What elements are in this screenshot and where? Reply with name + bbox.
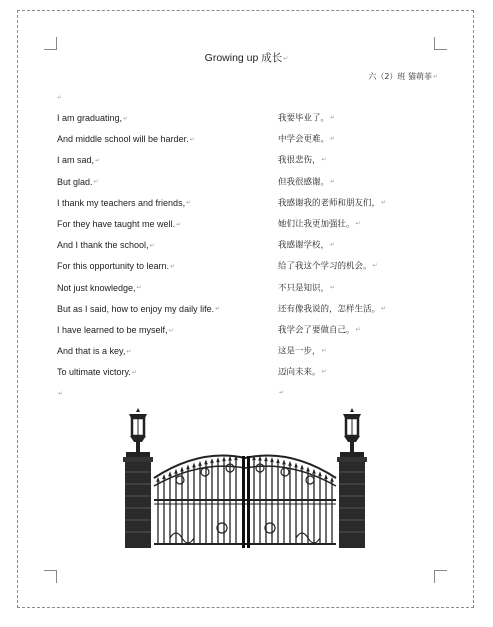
- iron-gate-with-lamps-icon: [120, 408, 370, 548]
- chinese-line: 她们让我更加强壮。↵: [278, 219, 361, 230]
- gate-spear-tip: [192, 463, 196, 468]
- chinese-line: 中学会更难。↵: [278, 134, 336, 145]
- lamp-icon: [129, 408, 147, 452]
- english-line: For this opportunity to learn.↵: [57, 261, 176, 272]
- gate-spear-tip: [216, 457, 220, 462]
- english-line: I am graduating,↵: [57, 113, 129, 123]
- english-line: For they have taught me well.↵: [57, 218, 182, 229]
- chinese-line: 我很悲伤，↵: [278, 155, 327, 166]
- gate-spear-tip: [204, 459, 208, 464]
- gate-spear-tip: [294, 463, 298, 468]
- gate-spear-tip: [282, 459, 286, 464]
- chinese-line: 但我很感谢。↵: [278, 177, 336, 188]
- gate-spear-tip: [186, 464, 190, 469]
- chinese-line: 这是一步，↵: [278, 346, 327, 357]
- english-line: And I thank the school,↵: [57, 240, 155, 251]
- chinese-line: 我感谢我的老师和朋友们，↵: [278, 198, 387, 209]
- paragraph-mark: ↵: [279, 389, 285, 397]
- paragraph-mark: ↵: [58, 391, 64, 398]
- poem-author: 六（2）班 猫萌菲↵: [368, 72, 438, 81]
- gate-spear-tip: [210, 458, 214, 463]
- paragraph-mark: ↵: [57, 95, 63, 101]
- gate-spear-tip: [270, 457, 274, 462]
- gate-spear-tip: [264, 456, 268, 461]
- english-line: But glad.↵: [57, 176, 99, 187]
- crop-mark-bottom-left: [44, 570, 57, 583]
- gate-spear-tip: [174, 469, 178, 474]
- crop-mark-bottom-right: [434, 570, 447, 583]
- gate-spear-tip: [180, 467, 184, 472]
- gate-spear-tip: [288, 461, 292, 466]
- english-line: But as I said, how to enjoy my daily life.↵: [57, 303, 221, 314]
- lamp-icon: [343, 408, 361, 452]
- gate-spear-tip: [162, 474, 166, 479]
- english-line: And that is a key,↵: [57, 346, 132, 357]
- chinese-line: 还有像我说的，怎样生活。↵: [278, 304, 387, 315]
- chinese-line: 给了我这个学习的机会。↵: [278, 261, 378, 272]
- english-line: Not just knowledge,↵: [57, 282, 142, 293]
- gate-spear-tip: [198, 461, 202, 466]
- crop-mark-top-right: [434, 37, 447, 50]
- gate-spear-tip: [300, 464, 304, 469]
- english-line: I thank my teachers and friends,↵: [57, 197, 192, 208]
- english-line: I have learned to be myself,↵: [57, 324, 174, 335]
- chinese-column: [278, 111, 386, 408]
- gate-spear-tip: [306, 467, 310, 472]
- english-line: To ultimate victory.↵: [57, 367, 137, 378]
- gate-spear-tip: [276, 458, 280, 463]
- gate-spear-tip: [156, 477, 160, 482]
- chinese-line: 不只是知识，↵: [278, 283, 336, 293]
- gate-spear-tip: [168, 471, 172, 476]
- english-line: I am sad,↵: [57, 155, 101, 166]
- gate-spear-tip: [330, 477, 334, 482]
- gate-spear-tip: [318, 471, 322, 476]
- gate-spear-tip: [312, 469, 316, 474]
- crop-mark-top-left: [44, 37, 57, 50]
- gate-spear-tip: [324, 474, 328, 479]
- english-column: [57, 111, 220, 408]
- poem-title: Growing up 成长↵: [204, 52, 289, 64]
- chinese-line: 我学会了要做自己。↵: [278, 325, 361, 336]
- chinese-line: 迈向未来。↵: [278, 367, 327, 378]
- gate-spear-tip: [222, 456, 226, 461]
- english-line: And middle school will be harder.↵: [57, 134, 195, 145]
- chinese-line: 我感谢学校，↵: [278, 240, 336, 251]
- chinese-line: 我要毕业了。↵: [278, 113, 336, 124]
